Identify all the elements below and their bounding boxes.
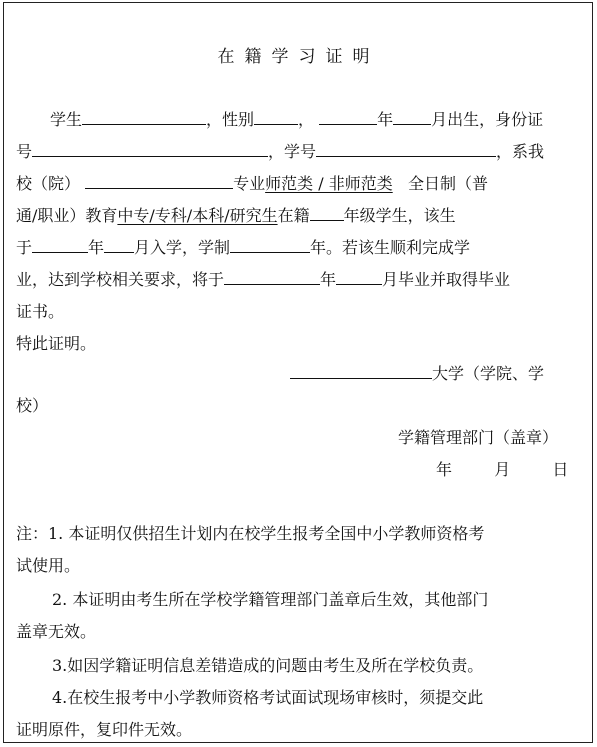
label-gender: ，性别: [206, 110, 255, 129]
label-education: 通/职业）教育: [16, 206, 118, 225]
line-student-info: [50, 110, 543, 130]
line-certificate: 证书。: [16, 302, 65, 321]
enroll-year-blank[interactable]: [32, 238, 88, 253]
university-blank[interactable]: [290, 364, 432, 379]
normal-type-options: 师范类 / 非师范类: [265, 174, 393, 193]
grade-blank[interactable]: [310, 206, 344, 221]
label-grade: 年级学生，该生: [343, 206, 456, 225]
label-enroll-year: 年: [88, 238, 105, 257]
label-university: 大学（学院、学: [432, 364, 545, 383]
label-grad-year: 年: [320, 270, 337, 289]
label-year: 年: [377, 110, 394, 129]
gender-blank[interactable]: [254, 110, 298, 125]
label-born-id: 月出生，身份证: [431, 110, 544, 129]
name-blank[interactable]: [82, 110, 206, 125]
line-university: [290, 364, 544, 384]
sig-month: 月: [494, 460, 511, 479]
note-4: 4.在校生报考中小学教师资格考试面试现场审核时，须提交此: [52, 688, 484, 707]
label-fulltime: 全日制（普: [407, 174, 488, 193]
label-dept: ，系我: [496, 142, 545, 161]
label-student-no: ，学号: [268, 142, 317, 161]
label-major: 专业: [233, 174, 266, 193]
label-school: 校（院）: [16, 174, 81, 193]
note-1-cont: 试使用。: [16, 556, 81, 575]
birth-year-blank[interactable]: [319, 110, 377, 125]
line-enrollment: [16, 238, 470, 258]
line-school-end: 校）: [16, 396, 49, 415]
note-2-cont: 盖章无效。: [16, 622, 97, 641]
label-comma: ，: [298, 110, 315, 129]
major-blank[interactable]: [85, 174, 233, 189]
education-level-options: 中专/专科/本科/研究生: [117, 206, 278, 225]
sig-year: 年: [436, 460, 453, 479]
label-at: 于: [16, 238, 33, 257]
line-education: [16, 206, 456, 226]
label-student: 学生: [50, 110, 83, 129]
note-1: 注：1. 本证明仅供招生计划内在校学生报考全国中小学教师资格考: [16, 524, 485, 543]
label-number: 号: [16, 142, 33, 161]
grad-month-blank[interactable]: [336, 270, 382, 285]
note-2: 2. 本证明由考生所在学校学籍管理部门盖章后生效，其他部门: [52, 590, 489, 609]
line-id-number: [16, 142, 544, 162]
duration-blank[interactable]: [230, 238, 310, 253]
grad-year-blank[interactable]: [224, 270, 320, 285]
label-graduate-intro: 业，达到学校相关要求，将于: [16, 270, 225, 289]
note-3: 3.如因学籍证明信息差错造成的问题由考生及所在学校负责。: [52, 656, 484, 675]
enroll-month-blank[interactable]: [104, 238, 134, 253]
id-number-blank[interactable]: [32, 142, 268, 157]
label-duration: 年。若该生顺利完成学: [310, 238, 471, 257]
student-number-blank[interactable]: [316, 142, 496, 157]
label-grad-month: 月毕业并取得毕业: [382, 270, 511, 289]
sig-day: 日: [552, 460, 569, 479]
note-4-cont: 证明原件，复印件无效。: [16, 720, 193, 739]
document-title: 在籍学习证明: [217, 47, 380, 67]
label-enrolled: 在籍: [277, 206, 310, 225]
line-hereby: 特此证明。: [16, 334, 97, 353]
signature-dept: 学籍管理部门（盖章）: [398, 428, 559, 447]
birth-month-blank[interactable]: [393, 110, 431, 125]
line-major: [16, 174, 488, 194]
label-enroll-month: 月入学，学制: [134, 238, 231, 257]
signature-date: [436, 460, 568, 480]
line-graduation: [16, 270, 510, 290]
